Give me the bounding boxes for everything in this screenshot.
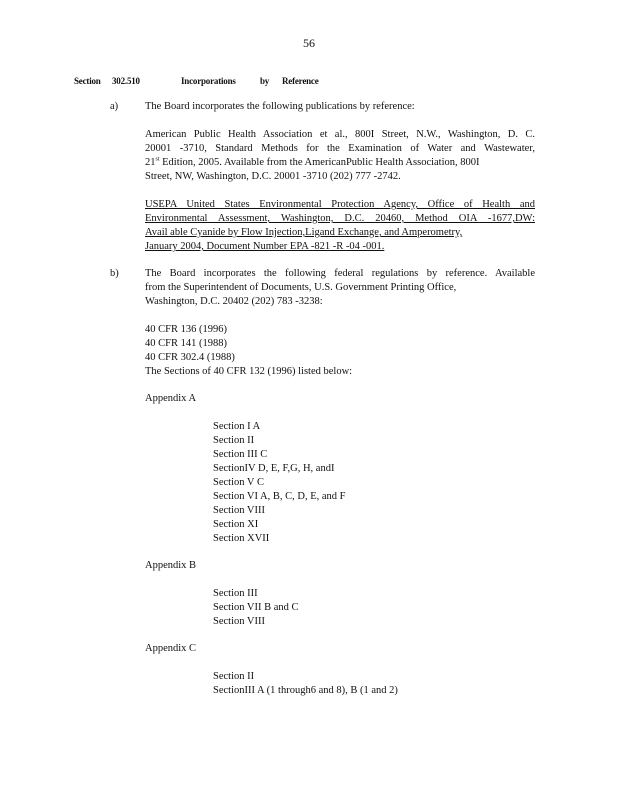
appendix-c-title: Appendix C <box>145 643 197 654</box>
appendix-b-title: Appendix B <box>145 560 197 571</box>
section-word: Section <box>74 76 101 86</box>
apha-line-2: 20001 -3710, Standard Methods for the Examination of Water and Wastewater, <box>145 143 535 154</box>
subsection-a-intro-text: The Board incorporates the following publications by reference: <box>145 101 415 112</box>
apha-reference <box>145 128 535 184</box>
appendix-c-sections <box>213 670 398 698</box>
cfr-item: 40 CFR 141 (1988) <box>145 338 227 349</box>
section-number: 302.510 <box>112 76 140 86</box>
subsection-b-intro-line-3: Washington, D.C. 20402 (202) 783 -3238: <box>145 296 323 307</box>
section-title-part-2: by <box>260 76 270 86</box>
appendix-section: Section XI <box>213 519 259 530</box>
appendix-section: Section V C <box>213 477 264 488</box>
apha-line-4: Street, NW, Washington, D.C. 20001 -3710 (202) 777 -2742. <box>145 171 401 182</box>
apha-line-3 <box>145 156 535 170</box>
appendix-b-sections <box>213 587 299 629</box>
cfr-sections-intro: The Sections of 40 CFR 132 (1996) listed below: <box>145 366 353 377</box>
appendix-section: Section VIII <box>213 505 266 516</box>
subsection-b-intro-line-1: The Board incorporates the following federal regulations by reference. Available <box>145 268 535 279</box>
appendix-a-sections <box>213 420 346 546</box>
subsection-b-intro <box>145 267 535 309</box>
appendix-section: Section III C <box>213 449 268 460</box>
usepa-line-2: Environmental Assessment, Washington, D.C. 20460, Method OIA -1677,DW: <box>145 213 535 224</box>
appendix-a-title: Appendix A <box>145 393 197 404</box>
apha-line-3-rest: Edition, 2005. Available from the AmericanPublic Health Association, 800I <box>159 157 480 168</box>
cfr-item: 40 CFR 302.4 (1988) <box>145 352 235 363</box>
appendix-section: Section I A <box>213 421 261 432</box>
appendix-section: SectionIV D, E, F,G, H, andI <box>213 463 335 474</box>
usepa-line-1: USEPA United States Environmental Protection Agency, Office of Health and <box>145 199 535 210</box>
subsection-b-intro-line-2: from the Superintendent of Documents, U.S. Government Printing Office, <box>145 282 457 293</box>
appendix-section: Section III <box>213 588 258 599</box>
subsection-a-intro <box>145 100 535 114</box>
appendix-section: Section II <box>213 671 255 682</box>
appendix-section: Section VII B and C <box>213 602 299 613</box>
apha-edition-suffix: st <box>155 156 160 163</box>
section-title-part-3: Reference <box>282 76 319 86</box>
cfr-list <box>145 323 535 379</box>
section-title-part-1: Incorporations <box>181 76 236 86</box>
appendix-section: Section II <box>213 435 255 446</box>
appendix-section: SectionIII A (1 through6 and 8), B (1 and 2) <box>213 685 398 696</box>
usepa-line-3: Avail able Cyanide by Flow Injection,Ligand Exchange, and Amperometry, <box>145 227 463 238</box>
appendix-section: Section VI A, B, C, D, E, and F <box>213 491 346 502</box>
appendix-section: Section VIII <box>213 616 266 627</box>
page-number: 56 <box>303 36 315 50</box>
apha-edition-number: 21 <box>145 157 156 168</box>
usepa-reference <box>145 198 535 254</box>
cfr-item: 40 CFR 136 (1996) <box>145 324 227 335</box>
apha-line-1: American Public Health Association et al., 800I Street, N.W., Washington, D. C. <box>145 129 535 140</box>
usepa-line-4: January 2004, Document Number EPA -821 -R -04 -001. <box>145 241 385 252</box>
appendix-section: Section XVII <box>213 533 270 544</box>
subsection-b-label: b) <box>110 268 119 279</box>
subsection-a-label: a) <box>110 101 119 112</box>
